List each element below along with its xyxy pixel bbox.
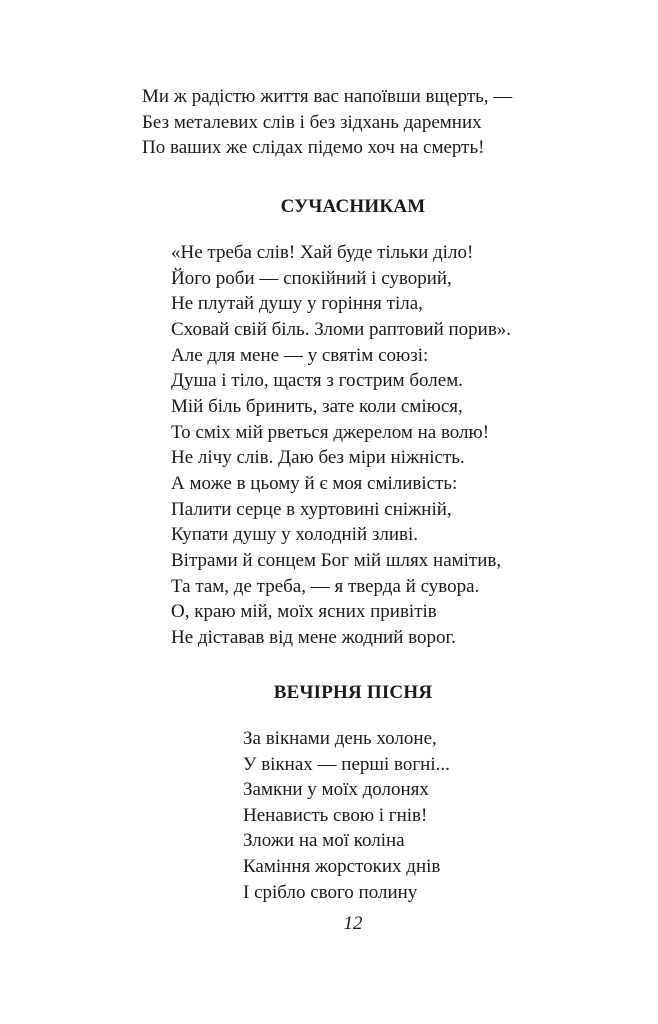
poem-line: За вікнами день холоне, <box>243 728 437 749</box>
poem-line: У вікнах — перші вогні... <box>243 753 450 775</box>
poem-line: Не діставав від мене жодний ворог. <box>171 626 456 648</box>
poem-line: Не лічу слів. Даю без міри ніжність. <box>171 447 465 469</box>
poem-line: Сховай свій біль. Зломи раптовий порив». <box>171 318 512 340</box>
poem-line: Душа і тіло, щастя з гострим болем. <box>171 370 463 392</box>
poem-line: І срібло свого полину <box>243 881 418 903</box>
poem-line: Без металевих слів і без зідхань даремних <box>142 111 482 133</box>
poem-line: По ваших же слідах підемо хоч на смерть! <box>142 137 485 159</box>
poem-line: Ненависть свою і гнів! <box>243 804 428 826</box>
poem-line: «Не треба слів! Хай буде тільки діло! <box>171 242 474 263</box>
poem-body <box>243 726 450 905</box>
poem-line: Палити серце в хуртовині сніжній, <box>171 498 452 520</box>
poem-line: Ми ж радістю життя вас напоївши вщерть, — <box>142 86 513 107</box>
poem-line: Зложи на мої коліна <box>243 830 405 852</box>
poem-body <box>171 240 511 651</box>
poem-line: Не плутай душу у горіння тіла, <box>171 293 423 315</box>
poem-line: Його роби — спокійний і суворий, <box>171 267 452 289</box>
poem-line: О, краю мій, моїх ясних привітів <box>171 601 437 623</box>
page-number: 12 <box>343 913 363 934</box>
poem-title: СУЧАСНИКАМ <box>280 196 426 217</box>
poem-line: Але для мене — у святім союзі: <box>171 344 429 366</box>
poem-line: Купати душу у холодній зливі. <box>171 524 419 546</box>
poem-line: А може в цьому й є моя сміливість: <box>171 472 458 494</box>
poem-line: Замкни у моїх долонях <box>243 779 429 801</box>
poem-title: ВЕЧІРНЯ ПІСНЯ <box>273 682 433 703</box>
poem-line: Мій біль бринить, зате коли сміюся, <box>171 395 463 417</box>
poem-line: Каміння жорстоких днів <box>243 855 441 877</box>
poem-line: Та там, де треба, — я тверда й сувора. <box>171 575 480 597</box>
intro-stanza <box>142 84 512 161</box>
poem-line: Вітрами й сонцем Бог мій шлях намітив, <box>171 549 502 571</box>
poem-line: То сміх мій рветься джерелом на волю! <box>171 421 490 443</box>
